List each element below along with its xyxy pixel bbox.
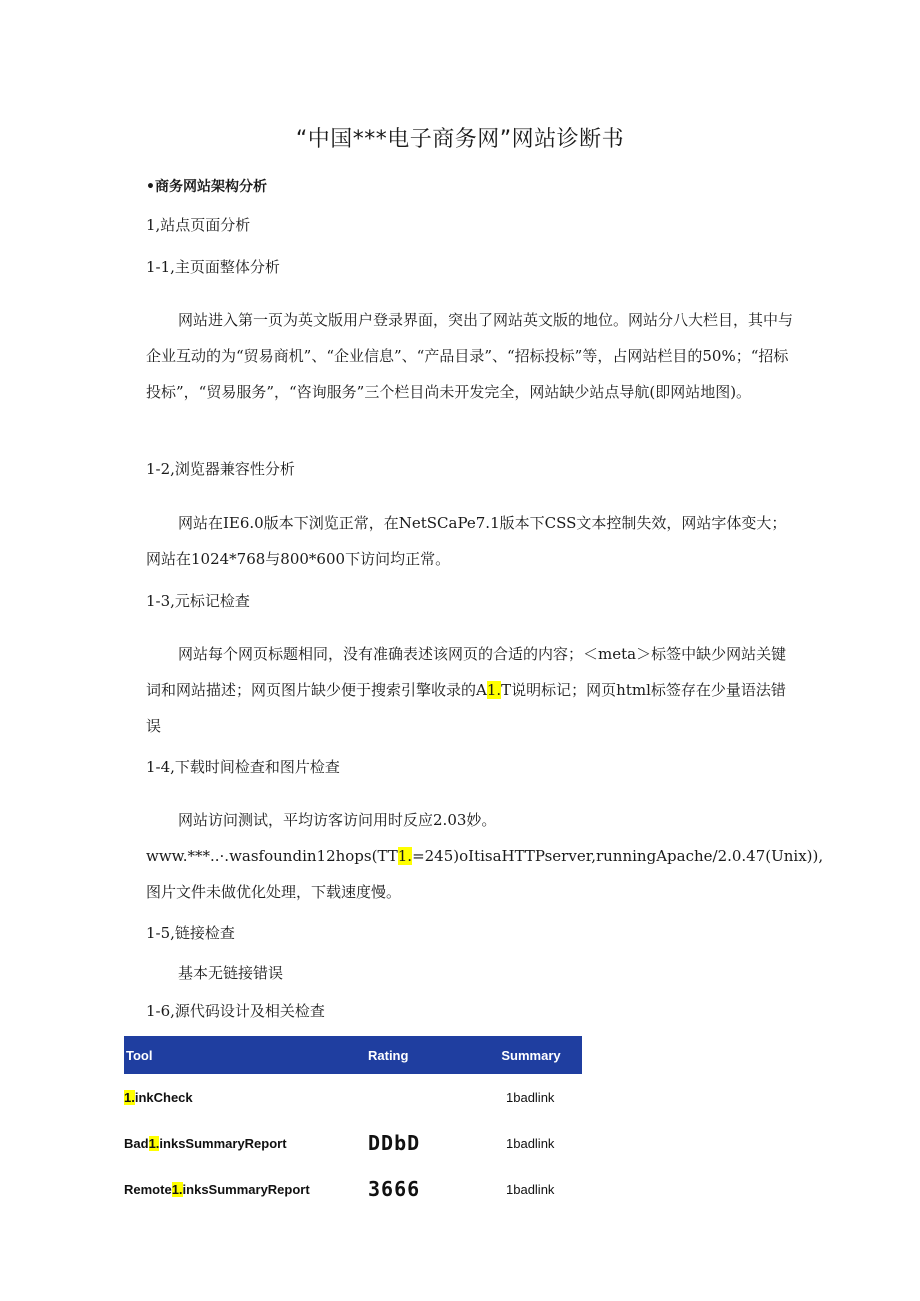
- highlight-mark: 1.: [486, 681, 502, 699]
- paragraph-traceroute: [146, 838, 824, 910]
- summary-cell: 1badlink: [506, 1089, 555, 1105]
- tool-name-pre: Remote: [124, 1181, 172, 1197]
- tool-name-post: inkCheck: [134, 1089, 193, 1105]
- header-rating: Rating: [368, 1036, 480, 1074]
- paragraph-link-check: 基本无链接错误: [178, 964, 284, 982]
- summary-cell: 1badlink: [506, 1181, 555, 1197]
- tool-name-pre: Bad: [124, 1135, 149, 1151]
- paragraph-meta-check: [146, 636, 796, 744]
- rating-cell: [368, 1074, 480, 1120]
- header-summary: Summary: [480, 1036, 582, 1074]
- header-tool: Tool: [124, 1036, 368, 1074]
- heading-1-1: 1-1,主页面整体分析: [146, 258, 280, 276]
- highlight-mark: 1.: [124, 1089, 135, 1105]
- meta-text-a: 网站每个网页标题相同，没有准确表述该网页的合适的内容；＜meta＞标签中缺少网站关键词和网站描述；网页图片缺少便于搜索引擎收录的A: [146, 645, 787, 699]
- summary-cell: 1badlink: [506, 1135, 555, 1151]
- paragraph-browser-compat: 网站在IE6.0版本下浏览正常，在NetSCaPe7.1版本下CSS文本控制失效，网站字体变大；网站在1024*768与800*600下访问均正常。: [146, 514, 787, 568]
- rating-cell: 3666: [368, 1177, 421, 1201]
- table-row: [124, 1166, 582, 1212]
- heading-1-4: 1-4,下载时间检查和图片检查: [146, 758, 340, 776]
- section-heading: •商务网站架构分析: [146, 179, 267, 195]
- table-header-row: [124, 1036, 582, 1074]
- tool-name-post: inksSummaryReport: [182, 1181, 310, 1197]
- traceroute-text-a: www.***..·.wasfoundin12hops(TT: [146, 847, 398, 865]
- highlight-mark: 1.: [171, 1181, 183, 1197]
- document-title: “中国***电子商务网”网站诊断书: [295, 127, 625, 152]
- tool-cell: [124, 1074, 368, 1120]
- rating-cell: DDbD: [368, 1131, 421, 1155]
- heading-1-3: 1-3,元标记检查: [146, 592, 250, 610]
- paragraph-download-time: 网站访问测试，平均访客访问用时反应2.03妙。: [178, 811, 497, 829]
- heading-1: 1,站点页面分析: [146, 216, 251, 234]
- tools-table: [124, 1036, 582, 1212]
- table-row: [124, 1074, 582, 1120]
- heading-1-2: 1-2,浏览器兼容性分析: [146, 460, 295, 478]
- heading-1-6: 1-6,源代码设计及相关检查: [146, 1002, 325, 1020]
- tool-cell: [124, 1120, 368, 1166]
- tool-name-post: inksSummaryReport: [159, 1135, 287, 1151]
- highlight-mark: 1.: [397, 847, 413, 865]
- traceroute-text-b: =245)oItisaHTTPserver,runningApache/2.0.47(Unix)),图片文件未做优化处理，下载速度慢。: [146, 847, 824, 901]
- meta-text-b: T说明标记；网页html标签存在少量语法错误: [146, 681, 786, 735]
- table-row: [124, 1120, 582, 1166]
- tool-cell: [124, 1166, 368, 1212]
- heading-1-5: 1-5,链接检查: [146, 924, 235, 942]
- paragraph-homepage-analysis: 网站进入第一页为英文版用户登录界面，突出了网站英文版的地位。网站分八大栏目，其中与企业互动的为“贸易商机”、“企业信息”、“产品目录”、“招标投标”等，占网站栏目的50%；“招标投标”，“贸易服务”，“咨询服务”三个栏目尚未开发完全，网站缺少站点导航(即网站地图)。: [146, 311, 794, 401]
- highlight-mark: 1.: [148, 1135, 160, 1151]
